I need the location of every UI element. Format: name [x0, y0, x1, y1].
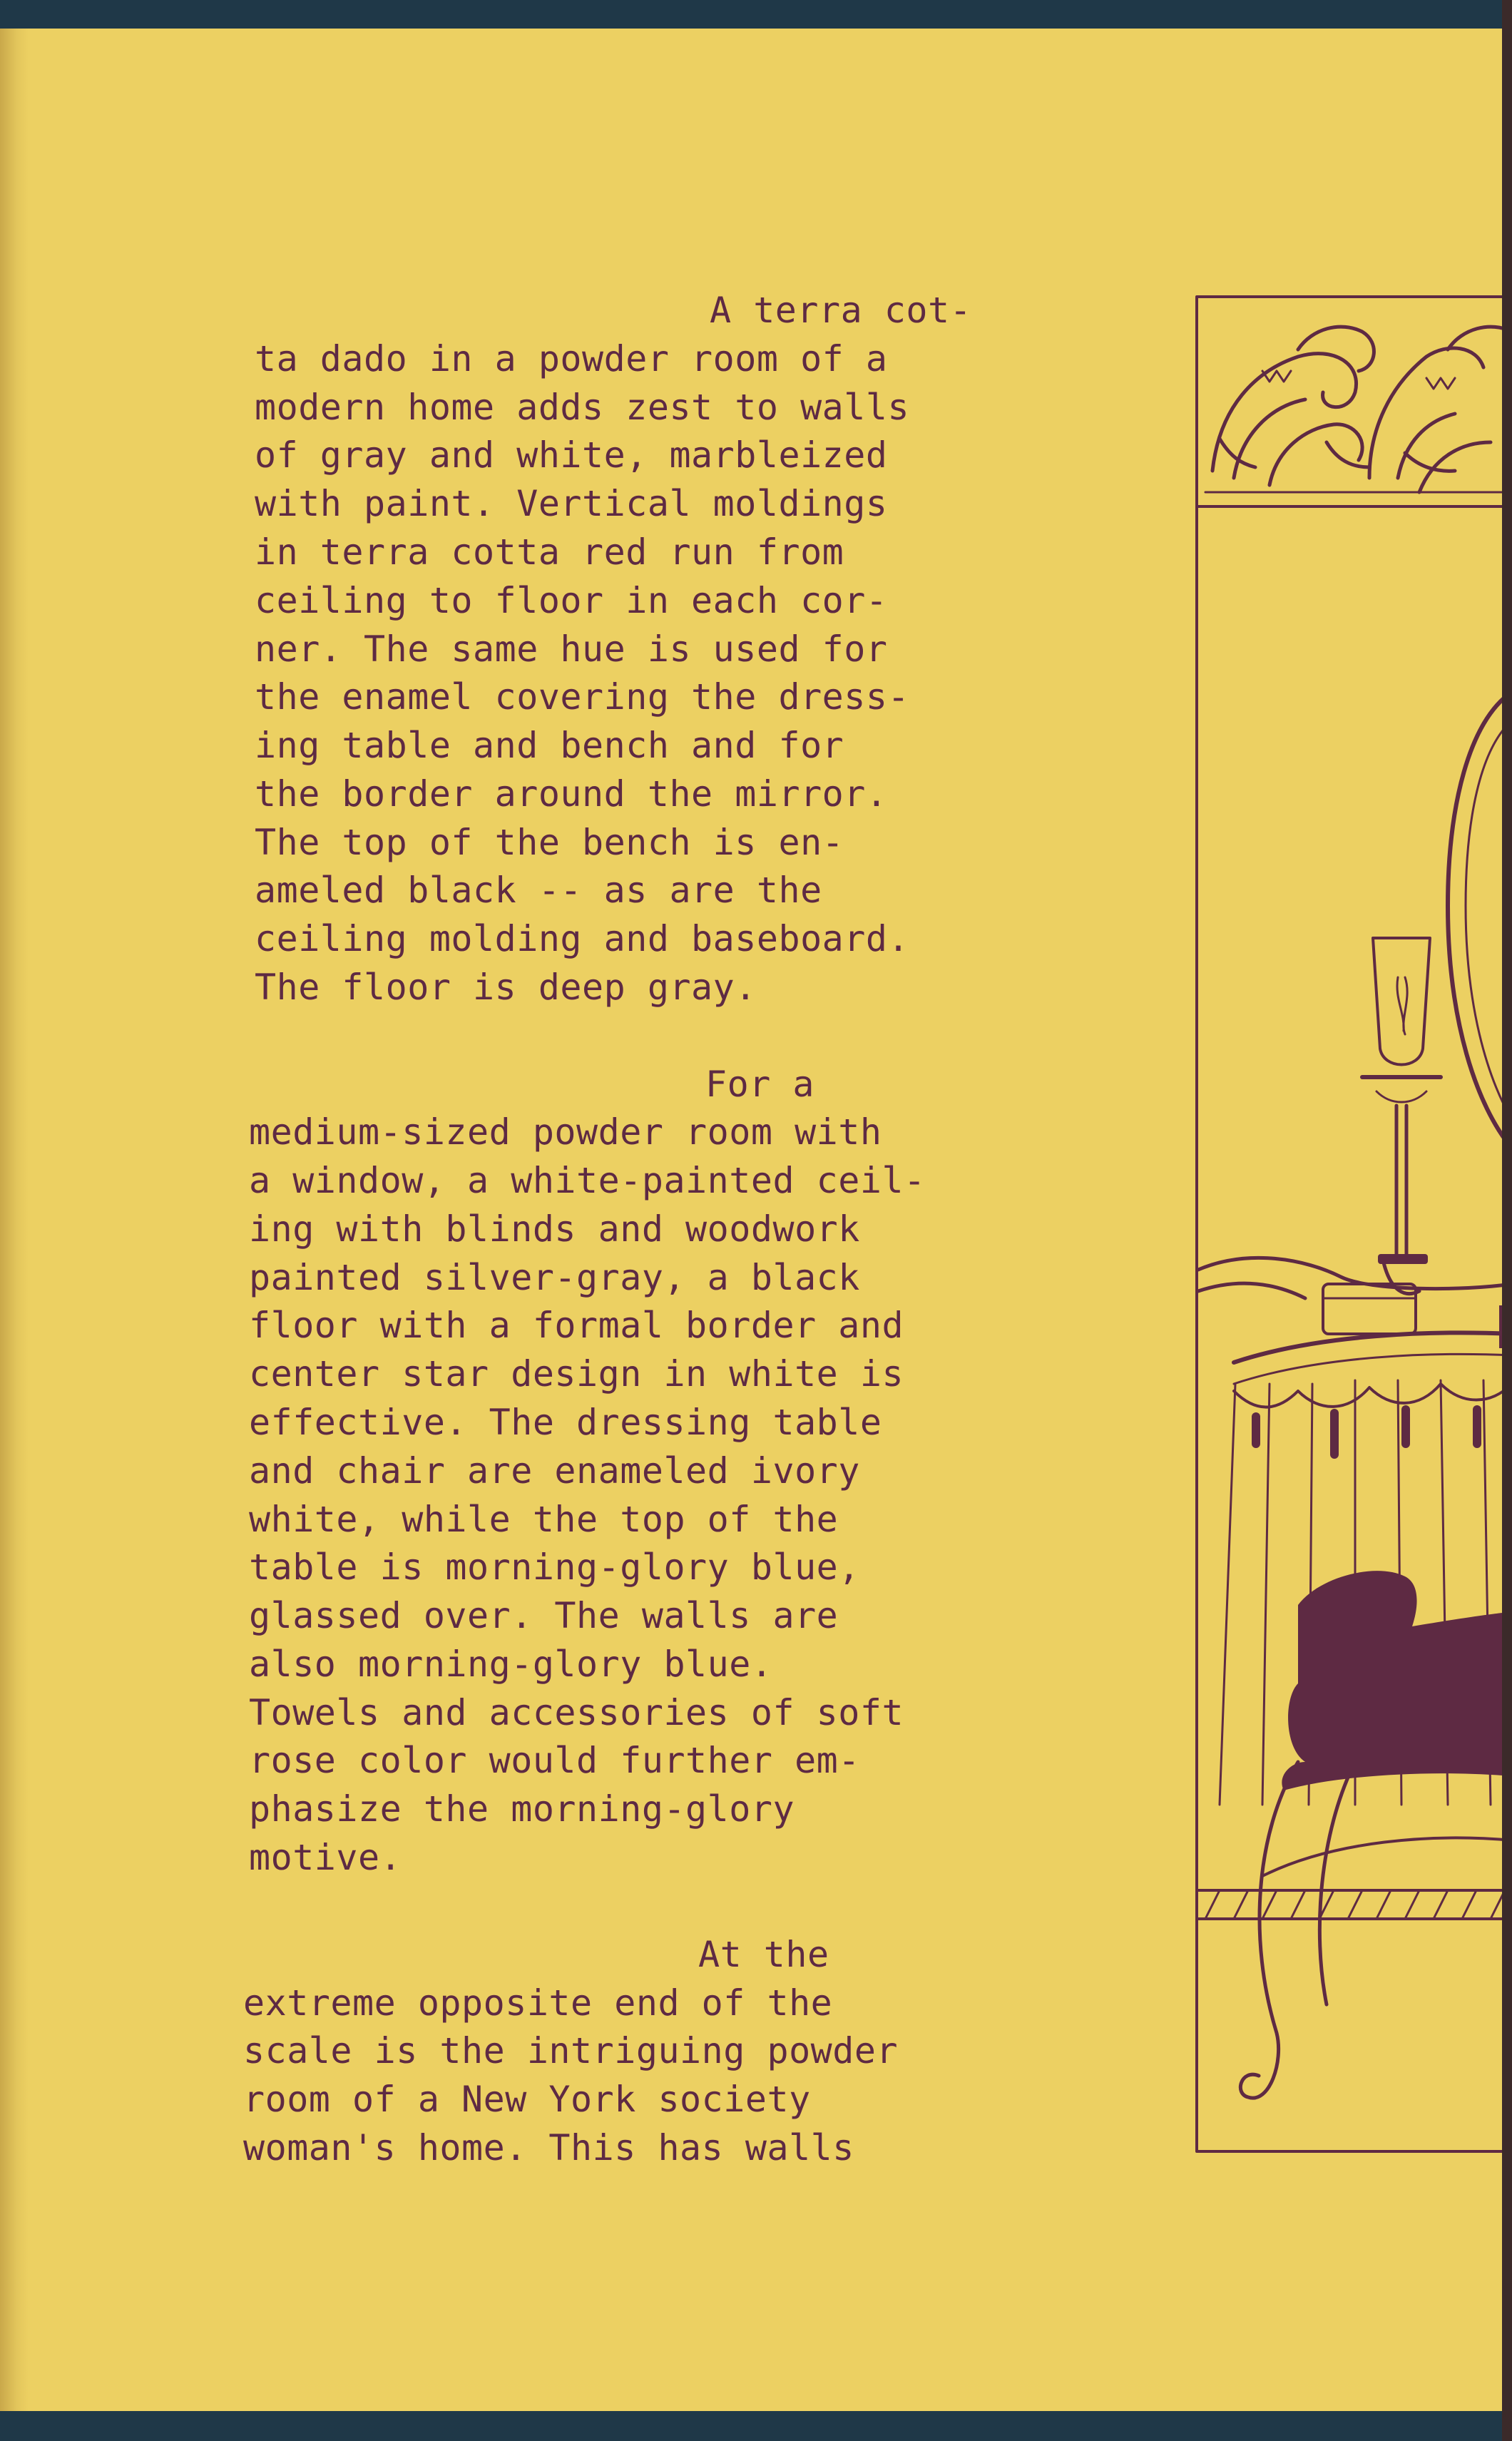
text-line: ner. The same hue is used for [255, 628, 888, 670]
text-line: effective. The dressing table [249, 1402, 882, 1443]
text-line: medium-sized powder room with [249, 1111, 882, 1153]
text-line: extreme opposite end of the [243, 1982, 833, 2024]
book-page [0, 29, 1512, 2411]
text-line: The floor is deep gray. [255, 967, 757, 1008]
body-text [0, 29, 1070, 2411]
text-line: and chair are enameled ivory [249, 1450, 860, 1492]
text-line: ing with blinds and woodwork [249, 1208, 860, 1250]
text-line: room of a New York society [243, 2079, 811, 2120]
book-edge [1502, 0, 1512, 2441]
text-line: the enamel covering the dress- [255, 676, 910, 718]
text-line: a window, a white-painted ceil- [249, 1160, 926, 1201]
text-line: white, while the top of the [249, 1499, 839, 1540]
text-line: in terra cotta red run from [255, 531, 844, 573]
text-line: At the [698, 1934, 829, 1975]
text-line: painted silver-gray, a black [249, 1257, 860, 1298]
text-line: phasize the morning-glory [249, 1788, 795, 1830]
text-line: ta dado in a powder room of a [255, 338, 888, 379]
text-line: ing table and bench and for [255, 725, 844, 766]
text-line: A terra cot- [710, 290, 972, 331]
text-line: of gray and white, marbleized [255, 434, 888, 476]
text-line: modern home adds zest to walls [255, 387, 910, 428]
text-line: floor with a formal border and [249, 1305, 904, 1346]
text-line: The top of the bench is en- [255, 822, 844, 863]
text-line: motive. [249, 1837, 402, 1878]
text-line: rose color would further em- [249, 1740, 860, 1781]
text-line: Towels and accessories of soft [249, 1692, 904, 1733]
text-line: ceiling molding and baseboard. [255, 918, 910, 959]
text-line: glassed over. The walls are [249, 1595, 839, 1636]
text-line: center star design in white is [249, 1353, 904, 1395]
text-line: with paint. Vertical moldings [255, 483, 888, 524]
text-line: ameled black -- as are the [255, 870, 822, 911]
text-line: also morning-glory blue. [249, 1644, 773, 1685]
text-line: ceiling to floor in each cor- [255, 580, 888, 621]
text-line: scale is the intriguing powder [243, 2030, 899, 2071]
text-line: the border around the mirror. [255, 773, 888, 815]
text-line: table is morning-glory blue, [249, 1546, 860, 1588]
text-line: woman's home. This has walls [243, 2127, 854, 2169]
text-line: For a [705, 1064, 815, 1105]
dressing-table-illustration [1191, 264, 1512, 2161]
